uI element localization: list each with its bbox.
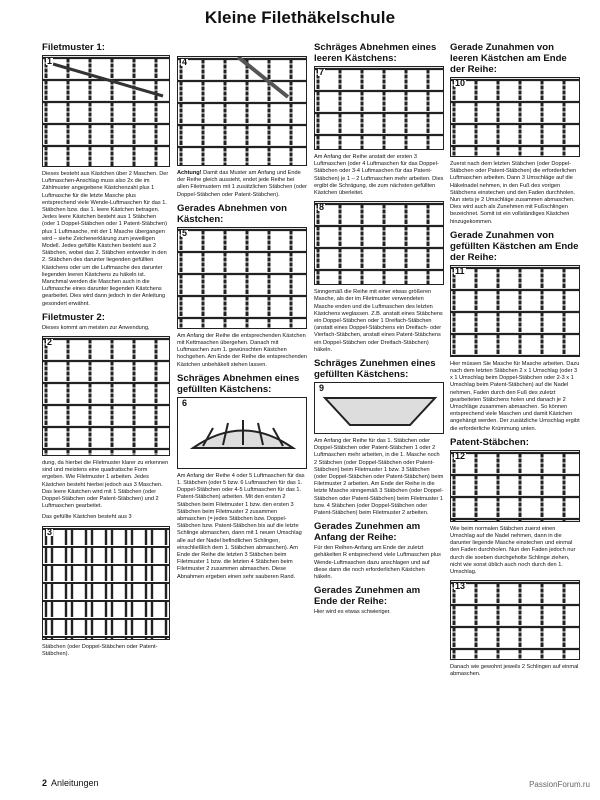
figure-9 [314, 382, 444, 434]
figure-number: 3 [47, 526, 53, 537]
heading-gerades-zunehmen-ende: Gerades Zunehmen am Ende der Reihe: [314, 585, 421, 608]
figure-12 [450, 450, 580, 522]
crochet-decrease-illustration [178, 398, 306, 468]
paragraph: Sinngemäß die Reihe mit einer etwas größeren Masche, als der im Filetmuster verwendeten Masche enden und die Luftmaschen des letzten Kästchens weglassen. Z.B. anstatt eines Stäbchens ein Doppel-Stäbchen oder 1 Dreifach-Stäbchen (anstatt eines Doppel-Stäbchens ein Dreifach- oder Vierfach-Stäbchen, anstatt eines Patent-Stäbchens ein Doppel-Stäbchen oder Dreifach-Stäbchen) häkeln. [314, 289, 443, 353]
paragraph-text: Damit das Muster am Anfang und Ende der Reihe gleich aussieht, endet jede Reihe bei allen Filetmustern mit 1 zusätzlichen Stäbchen (oder Doppel-Stäbchen oder Patent-Stäbchen). [177, 170, 307, 198]
paragraph: Am Anfang der Reihe anstatt der ersten 3 Luftmaschen (oder 4 Luftmaschen für das Doppel-Stäbchen oder 3-4 Luftmaschen für das Patent-Stäbchen) je 1 – 2 Luftmaschen mehr arbeiten. Dies ergibt die Schrägung, die zum nächsten gefüllten Kästchen überleitet. [314, 154, 444, 197]
paragraph: Dieses besteht aus Kästchen über 2 Maschen. Der Luftmaschen-Anschlag muss also 2x die im Zählmuster angegebene Kästchenzahl plus 1 Luftmasche für die letzte Masche plus entsprechend viele Wende-Luftmaschen für das 1. Stäbchen bzw. das 1. leere Kästchen betragen. Jedes leere Kästchen besteht aus 1 Stäbchen (oder 1 Doppel-Stäbchen oder 1 Patent-Stäbchen) plus 1 Luftmasche, mit der 1 Masche übergangen wird – siehe Zeichenerklärung zum jeweiligen Modell. Jedes gefüllte Kästchen besteht aus 2 Stäbchen, wobei das 2. Stäbchen entweder in den 2. Stäbchen des darunter liegenden gefüllten Kästchens oder um die Luftmasche des darunter liegenden leeren Kästchens zu häkeln ist. Manchmal werden die Maschen auch in die Luftmasche eines darunter liegenden Kästchens gearbeitet. Dies wird dann jedoch in der Anleitung gesondert erwähnt. [42, 171, 169, 307]
page-title: Kleine Filethäkelschule [204, 8, 396, 27]
heading-gerades-abnehmen: Gerades Abnehmen von Kästchen: [177, 202, 287, 225]
crochet-mesh-illustration [178, 228, 306, 328]
heading-patent-staebchen: Patent-Stäbchen: [450, 436, 529, 448]
heading-schraeges-abnehmen-leer: Schräges Abnehmen eines leeren Kästchens: [314, 42, 437, 64]
page-footer [42, 778, 99, 788]
figure-number: 7 [319, 67, 325, 77]
watermark: PassionForum.ru [529, 780, 590, 789]
heading-zunahmen-gefuellt: Gerade Zunahmen von gefüllten Kästchen am Ende der Reihe: [450, 229, 579, 263]
paragraph: Wie beim normalen Stäbchen zuerst einen Umschlag auf die Nadel nehmen, dann in die darunter liegende Masche einstechen und einmal den Faden durchholen. Nun den Faden jedoch nur durch die soeben durchgeholte Schlinge ziehen, nicht wie sonst üblich auch noch durch den 1. Umschlag. [450, 525, 576, 576]
crochet-mesh-illustration [43, 56, 169, 166]
figure-8 [314, 201, 444, 285]
page-number: 2 [42, 778, 48, 788]
paragraph [177, 170, 307, 199]
column-2 [177, 42, 307, 585]
crochet-mesh-illustration [451, 451, 579, 521]
paragraph: Hier müssen Sie Masche für Masche arbeiten. Dazu nach dem letzten Stäbchen 2 x 1 Umschlag (oder 3 x 1 Umschlag beim Doppel-Stäbchen oder 2-3 x 1 Umschlag beim Patent-Stäbchen) auf die Nadel nehmen, Faden durch den Fuß des zuletzt gearbeiteten Stäbchens holen und danach je 2 Umschläge zusammen abmaschen. So können entsprechend viele Maschen und damit Kästchen angehängt werden. Der zusätzliche Umschlag ergibt die erforderliche Krümmung unten. [450, 360, 580, 432]
paragraph: Zuerst nach dem letzten Stäbchen (oder Doppel-Stäbchen oder Patent-Stäbchen) die erforderlichen Luftmaschen arbeiten. Dann 3 Umschläge auf die Häkelnadel nehmen, in den Fuß des vorigen Stäbchens einstechen und den Faden durchholen. Nun stets je 2 Umschläge zusammen abmaschen. Dies wird auch als Zunehmen mit Fußschlingen bezeichnet. Somit ist ein vollständiges Kästchen hinzugekommen. [450, 161, 577, 225]
heading-filetmuster-2: Filetmuster 2: [42, 311, 105, 323]
crochet-mesh-illustration [315, 67, 443, 149]
figure-number: 2 [47, 337, 53, 348]
crochet-mesh-illustration [451, 78, 579, 156]
figure-3 [42, 526, 170, 640]
section-name: Anleitungen [51, 778, 99, 788]
figure-5 [177, 227, 307, 329]
figure-2 [42, 336, 170, 456]
column-4 [450, 42, 580, 683]
column-1 [42, 42, 170, 662]
figure-number: 10 [455, 78, 466, 88]
paragraph: Hier wird es etwas schwieriger. [314, 609, 391, 616]
figure-11 [450, 265, 580, 357]
paragraph: Für den Reihen-Anfang am Ende der zuletzt gehäkelten R entsprechend viele Luftmaschen plus Wende-Luftmaschen dazu anschlagen und auf diese dann die noch erforderlichen Kästchen häkeln. [314, 545, 441, 581]
figure-number: 11 [455, 265, 465, 276]
paragraph: dung, da hierbei die Filetmuster klarer zu erkennen sind und meistens eine quadratische Form ergeben. Wie Filetmuster 1 arbeiten. Jedes Kästchen besteht hierbei jedoch aus 3 Maschen. Das leere Kästchen wird mit 1 Stäbchen (oder Doppel-Stäbchen oder Patent-Stäbchen) und 2 Luftmaschen gearbeitet. [42, 460, 169, 510]
figure-6 [177, 397, 307, 469]
crochet-mesh-illustration [451, 266, 579, 356]
heading-gerades-zunehmen-anfang: Gerades Zunehmen am Anfang der Reihe: [314, 521, 421, 544]
paragraph: Am Anfang der Reihe für das 1. Stäbchen oder Doppel-Stäbchen oder Patent-Stäbchen 1 oder 2 Luftmaschen mehr arbeiten, in die 1. Masche noch 2 Stäbchen (oder Doppel-Stäbchen oder Patent-Stäbchen) beim Filetmuster 1 bzw. 3 Stäbchen (oder Doppel-Stäbchen oder Patent-Stäbchen) beim Filetmuster 2 arbeiten. Am Ende der Reihe in die letzte Masche sinngemäß 3 Stäbchen (oder Doppel-Stäbchen oder Patent-Stäbchen) beim Filetmuster 1 bzw. 4 Stäbchen (oder Doppel-Stäbchen oder Patent-Stäbchen) beim Filetmuster 2 arbeiten. [314, 438, 444, 517]
paragraph: Das gefüllte Kästchen besteht aus 3 [42, 514, 132, 521]
figure-4 [177, 56, 307, 166]
figure-number: 9 [319, 383, 325, 394]
crochet-mesh-illustration [43, 527, 169, 639]
paragraph: Dieses kommt am meisten zur Anwendung, [42, 324, 150, 331]
heading-filetmuster-1: Filetmuster 1: [42, 42, 105, 53]
figure-number: 13 [455, 581, 466, 592]
figure-10 [450, 77, 580, 157]
crochet-increase-illustration [315, 383, 443, 433]
paragraph: Am Anfang der Reihe die entsprechenden Kästchen mit Kettmaschen übergehen. Danach mit Luftmaschen zum 1. gewünschten Kästchen hochgehen. Am Ende der Reihe die entsprechenden Kästchen unbehäkelt stehen lassen. [177, 332, 307, 368]
paragraph-emphasis: Achtung! [177, 170, 202, 176]
figure-number: 12 [455, 450, 466, 461]
paragraph: Am Anfang der Reihe 4 oder 5 Luftmaschen für das 1. Stäbchen (oder 5 bzw. 6 Luftmaschen für das 1. Doppel-Stäbchen oder 4-5 Luftmaschen für das 1. Patent-Stäbchen) arbeiten. Mit den ersten 2 Stäbchen beim Filetmuster 1 bzw. den ersten 3 Stäbchen beim Filetmuster 2 zusammen abmaschen (= jedes Stäbchen bzw. Doppel-Stäbchen bzw. Patent-Stäbchen bis auf die letzte Schlinge abmaschen, dann mit 1 neuen Umschlag alle auf der Nadel befindlichen Schlingen, einschließlich dem 1. Stäbchen abmaschen). Am Ende der Reihe die letzten 3 Stäbchen beim Filetmuster 1 bzw. die letzten 4 Stäbchen beim Filetmuster 2 zusammen abmaschen. Diese Abnahmen ergeben einen sehr sauberen Rand. [177, 472, 305, 580]
heading-schraeges-zunehmen: Schräges Zunehmen eines gefüllten Kästchens: [314, 358, 436, 381]
crochet-mesh-illustration [43, 337, 169, 455]
figure-number: 1 [47, 56, 53, 66]
figure-number: 4 [182, 57, 188, 67]
paragraph: Danach wie gewohnt jeweils 2 Schlingen auf einmal abmaschen. [450, 664, 579, 678]
column-3 [314, 42, 444, 621]
figure-1 [42, 55, 170, 167]
figure-number: 5 [182, 227, 188, 238]
paragraph: Stäbchen (oder Doppel-Stäbchen oder Patent-Stäbchen). [42, 643, 158, 657]
heading-schraeges-abnehmen-gefuellt: Schräges Abnehmen eines gefüllten Kästchens: [177, 372, 300, 395]
crochet-mesh-illustration [178, 57, 306, 165]
crochet-mesh-illustration [315, 202, 443, 284]
figure-number: 8 [319, 202, 325, 213]
figure-7 [314, 66, 444, 150]
figure-13 [450, 580, 580, 660]
crochet-mesh-illustration [451, 581, 579, 659]
figure-number: 6 [182, 397, 188, 408]
heading-zunahmen-leer: Gerade Zunahmen von leeren Kästchen am Ende der Reihe: [450, 42, 567, 75]
